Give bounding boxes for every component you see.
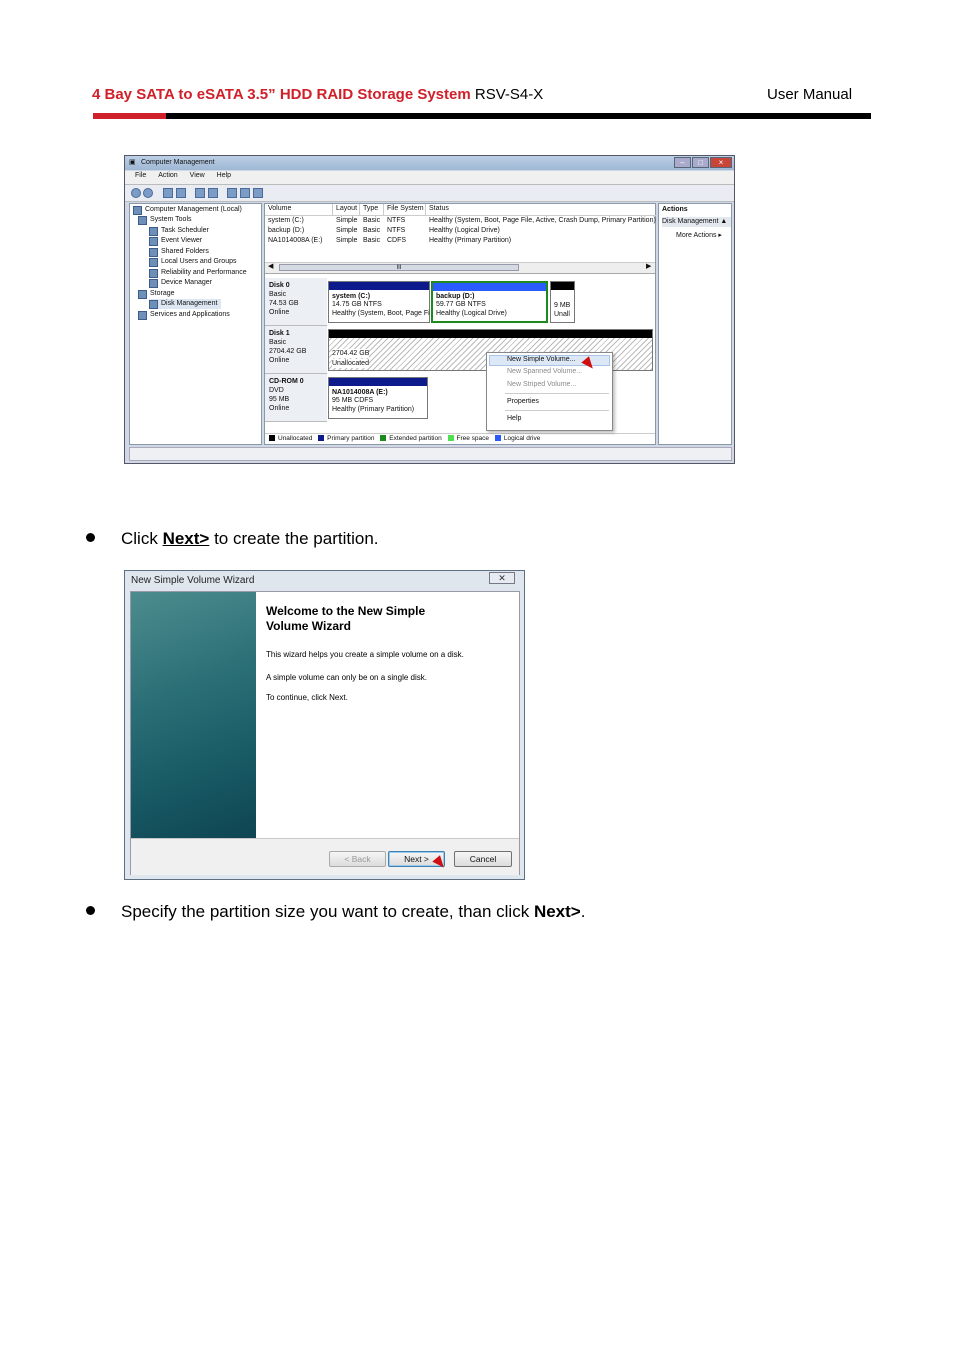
wizard-description-2: A simple volume can only be on a single disk. xyxy=(266,673,427,682)
wizard-banner-image xyxy=(131,592,256,838)
show-hide-tree-icon[interactable] xyxy=(176,188,186,198)
partition-cdrom-e[interactable]: NA1014008A (E:) 95 MB CDFS Healthy (Primary Partition) xyxy=(328,377,428,419)
tree-item-disk-management[interactable]: Disk Management xyxy=(149,299,221,309)
new-simple-volume-wizard xyxy=(124,570,525,880)
horizontal-scrollbar[interactable] xyxy=(265,262,655,274)
instruction-specify-size: Specify the partition size you want to create, than click Next>. xyxy=(121,902,586,921)
wizard-title: New Simple Volume Wizard xyxy=(131,575,255,586)
partition-backup-d[interactable]: backup (D:) 59.77 GB NTFS Healthy (Logical Drive) xyxy=(431,281,548,323)
actions-title: Actions xyxy=(662,206,688,213)
actions-disk-management[interactable]: Disk Management ▲ xyxy=(662,217,731,227)
tree-item-reliability[interactable]: Reliability and Performance xyxy=(149,268,247,278)
disk-legend: Unallocated Primary partition Extended partition Free space Logical drive xyxy=(265,433,655,445)
column-header-layout[interactable]: Layout xyxy=(333,204,360,216)
partition-unallocated-9mb[interactable]: 9 MB Unall xyxy=(550,281,575,323)
back-icon[interactable] xyxy=(131,188,141,198)
column-header-file-system[interactable]: File System xyxy=(384,204,426,216)
column-header-volume[interactable]: Volume xyxy=(265,204,333,216)
model-number: RSV-S4-X xyxy=(474,86,544,103)
minimize-button[interactable]: – xyxy=(674,157,691,168)
wizard-footer xyxy=(131,838,519,875)
cdrom-0-label[interactable]: CD-ROM 0 DVD 95 MB Online xyxy=(265,374,327,422)
status-bar xyxy=(129,447,732,461)
disk-icon xyxy=(149,300,158,309)
performance-icon xyxy=(149,269,158,278)
disk-0-label[interactable]: Disk 0 Basic 74.53 GB Online xyxy=(265,278,327,326)
disk-1-label[interactable]: Disk 1 Basic 2704.42 GB Online xyxy=(265,326,327,374)
tree-item-computer-management[interactable]: Computer Management (Local) xyxy=(133,205,242,215)
bullet-point xyxy=(86,906,95,915)
partition-system-c[interactable]: system (C:) 14.75 GB NTFS Healthy (System, Boot, Page Fi xyxy=(328,281,430,323)
next-button[interactable]: Next > xyxy=(388,851,445,867)
storage-icon xyxy=(138,290,147,299)
clock-icon xyxy=(149,227,158,236)
scroll-right-icon[interactable]: ▶ xyxy=(646,263,652,270)
menu-file[interactable]: File xyxy=(135,172,147,179)
header-rule-accent xyxy=(93,113,166,119)
computer-icon: ▣ xyxy=(129,159,136,166)
tree-item-device-manager[interactable]: Device Manager xyxy=(149,278,212,288)
actions-more[interactable]: More Actions ▸ xyxy=(676,232,722,239)
menu-view[interactable]: View xyxy=(189,172,205,179)
back-button[interactable]: < Back xyxy=(329,851,386,867)
product-title: 4 Bay SATA to eSATA 3.5” HDD RAID Storage System xyxy=(92,86,471,103)
wizard-heading: Welcome to the New Simple Volume Wizard xyxy=(266,604,426,633)
menu-item-help[interactable]: Help xyxy=(507,415,522,422)
window-titlebar xyxy=(125,156,734,170)
legend-swatch xyxy=(380,435,386,441)
legend-swatch xyxy=(318,435,324,441)
legend-swatch xyxy=(269,435,275,441)
menu-help[interactable]: Help xyxy=(216,172,232,179)
tree-item-shared-folders[interactable]: Shared Folders xyxy=(149,247,209,257)
export-icon[interactable] xyxy=(253,188,263,198)
close-icon[interactable]: ✕ xyxy=(489,572,515,584)
tree-item-task-scheduler[interactable]: Task Scheduler xyxy=(149,226,209,236)
tree-item-services-applications[interactable]: Services and Applications xyxy=(138,310,230,320)
up-icon[interactable] xyxy=(163,188,173,198)
legend-swatch xyxy=(495,435,501,441)
event-viewer-icon xyxy=(149,237,158,246)
disk-management-pane: Volume Layout Type File System Status system (C:) Simple Basic NTFS Healthy (System, Boot, Page File, Active, Crash Dump, Primary Partition) backup (D:) Simple Basic NTFS Healthy (Logical Drive) NA1014008A (E:) Simple Basic CDFS Healthy (Primary Partition) ◀ III ▶ Disk 0 Basic 74.53 GB Online system (C:) 14.75 GB NTFS Healthy (System, Boot, Page Fi backup (D:) 59.77 GB NTFS Healthy (Logical Drive) 9 MB Unall Disk 1 Basic 2704.42 GB Online 2704.42 GB Unallocated CD-ROM 0 DVD 95 MB Online NA1014008A (E:) 95 MB CDFS Healthy (Primary Partition) Unallocated Primary partition Extended partition Free space Logical drive xyxy=(264,203,656,445)
toolbar xyxy=(125,185,734,202)
console-icon[interactable] xyxy=(208,188,218,198)
chevron-right-icon: ▸ xyxy=(718,232,722,239)
scroll-left-icon[interactable]: ◀ xyxy=(268,263,274,270)
wizard-description-3: To continue, click Next. xyxy=(266,693,348,702)
tree-item-event-viewer[interactable]: Event Viewer xyxy=(149,236,202,246)
column-header-status[interactable]: Status xyxy=(426,204,656,216)
menu-item-new-spanned-volume[interactable]: New Spanned Volume... xyxy=(507,368,583,375)
cancel-button[interactable]: Cancel xyxy=(454,851,512,867)
computer-icon xyxy=(133,206,142,215)
window-title: Computer Management xyxy=(141,159,215,166)
legend-swatch xyxy=(448,435,454,441)
tree-item-system-tools[interactable]: System Tools xyxy=(138,215,192,225)
users-icon xyxy=(149,258,158,267)
menu-action[interactable]: Action xyxy=(158,172,178,179)
partition-unallocated-disk1[interactable]: 2704.42 GB Unallocated xyxy=(328,329,653,371)
tree-item-storage[interactable]: Storage xyxy=(138,289,175,299)
bullet-point xyxy=(86,533,95,542)
properties-icon[interactable] xyxy=(240,188,250,198)
tree-item-local-users[interactable]: Local Users and Groups xyxy=(149,257,236,267)
help-icon[interactable] xyxy=(195,188,205,198)
header-rule xyxy=(166,113,871,119)
collapse-icon: ▲ xyxy=(720,218,728,225)
tools-icon xyxy=(138,216,147,225)
services-icon xyxy=(138,311,147,320)
window-controls xyxy=(674,157,732,168)
scroll-thumb[interactable]: III xyxy=(279,264,519,271)
menu-bar xyxy=(125,171,734,185)
forward-icon[interactable] xyxy=(143,188,153,198)
column-header-type[interactable]: Type xyxy=(360,204,384,216)
folder-icon xyxy=(149,248,158,257)
menu-item-properties[interactable]: Properties xyxy=(507,398,539,405)
menu-item-new-striped-volume[interactable]: New Striped Volume... xyxy=(507,381,577,388)
refresh-icon[interactable] xyxy=(227,188,237,198)
menu-item-new-simple-volume[interactable]: New Simple Volume... xyxy=(507,356,576,363)
maximize-button[interactable]: □ xyxy=(692,157,709,168)
computer-management-window xyxy=(124,155,735,464)
wizard-body xyxy=(130,591,520,875)
document-type: User Manual xyxy=(767,86,853,103)
actions-pane xyxy=(658,203,732,445)
document-header-title xyxy=(92,86,543,103)
instruction-next-create: Click Next> to create the partition. xyxy=(121,529,379,548)
close-button[interactable]: × xyxy=(710,157,732,168)
device-manager-icon xyxy=(149,279,158,288)
wizard-description-1: This wizard helps you create a simple volume on a disk. xyxy=(266,650,464,659)
navigation-tree xyxy=(129,203,262,445)
